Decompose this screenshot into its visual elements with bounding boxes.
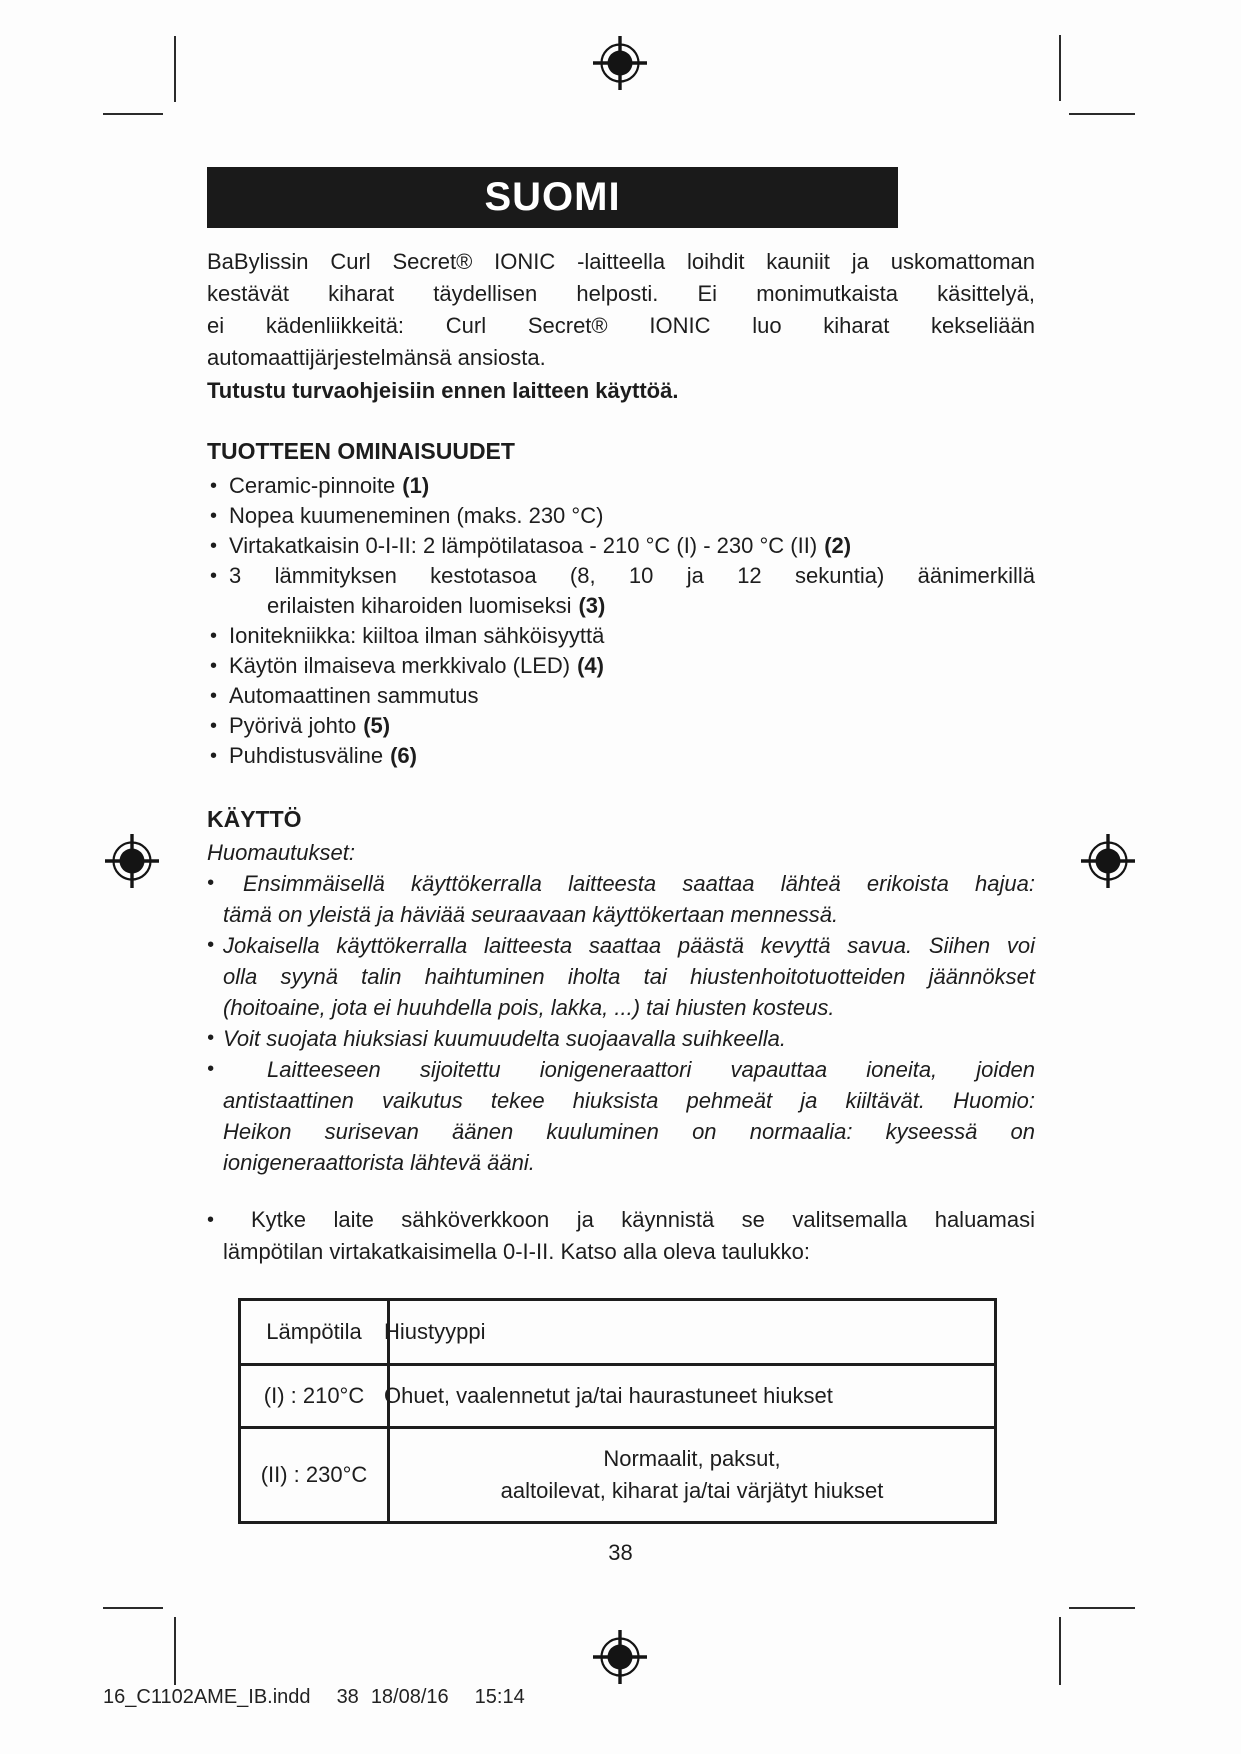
feature-item	[207, 681, 1035, 711]
instruction-line: lämpötilan virtakatkaisimella 0-I-II. Katso alla oleva taulukko:	[223, 1239, 810, 1264]
instruction-line: Kytke laite sähköverkkoon ja käynnistä se valitsemalla haluamasi	[251, 1207, 1035, 1232]
text-line: BaBylissin Curl Secret® IONIC -laitteella loihdit kauniit ja uskomattoman	[207, 249, 1035, 274]
text-line: kestävät kiharat täydellisen helposti. Ei monimutkaista käsittelyä,	[207, 281, 1035, 306]
table-row	[240, 1428, 996, 1523]
section-heading-usage: KÄYTTÖ	[207, 806, 302, 832]
section-heading-features: TUOTTEEN OMINAISUUDET	[207, 438, 515, 464]
crop-mark	[1069, 113, 1135, 115]
feature-text: Ceramic-pinnoite	[229, 473, 396, 498]
feature-item	[207, 651, 1035, 681]
hair-cell	[389, 1428, 996, 1523]
table-row	[240, 1365, 996, 1428]
content-column	[207, 167, 1035, 1524]
title-banner	[207, 167, 898, 228]
footer-line	[103, 1686, 525, 1709]
bullet-glyph: •	[207, 1209, 215, 1231]
note-line: Voit suojata hiuksiasi kuumuudelta suojaavalla suihkeella.	[223, 1026, 786, 1051]
feature-item	[207, 561, 1035, 621]
registration-mark-icon	[592, 1629, 648, 1685]
hair-cell-line: aaltoilevat, kiharat ja/tai värjätyt hiukset	[500, 1478, 884, 1503]
bullet-glyph: •	[210, 685, 218, 707]
notes-label: Huomautukset:	[207, 840, 355, 865]
table-header-row	[240, 1300, 996, 1365]
col-hairtype-header: Hiustyyppi	[389, 1300, 996, 1365]
notes-list	[207, 868, 1035, 1178]
feature-marker: (3)	[578, 593, 606, 618]
feature-text: 3 lämmityksen kestotasoa (8, 10 ja 12 sekuntia) äänimerkillä	[229, 563, 1035, 588]
hair-cell-line: Normaalit, paksut,	[603, 1446, 781, 1471]
feature-text: Ionitekniikka: kiiltoa ilman sähköisyyttä	[229, 623, 605, 648]
bullet-glyph: •	[210, 745, 218, 767]
crop-mark	[103, 113, 163, 115]
bullet-glyph: •	[210, 475, 218, 497]
feature-item	[207, 741, 1035, 771]
bullet-glyph: •	[210, 625, 218, 647]
feature-item	[207, 471, 1035, 501]
bullet-glyph: •	[207, 1058, 215, 1080]
text-line: ei kädenliikkeitä: Curl Secret® IONIC luo kiharat kekseliään	[207, 313, 1035, 338]
page-number: 38	[608, 1540, 633, 1565]
feature-item	[207, 711, 1035, 741]
feature-marker: (4)	[577, 653, 604, 678]
feature-text: Puhdistusväline	[229, 743, 384, 768]
page-title: SUOMI	[484, 175, 621, 219]
note-line: (hoitoaine, jota ei huuhdella pois, lakka, ...) tai hiusten kosteus.	[223, 995, 835, 1020]
note-line: Laitteeseen sijoitettu ionigeneraattori vapauttaa ioneita, joiden	[267, 1057, 1035, 1082]
note-line: antistaattinen vaikutus tekee hiuksista pehmeät ja kiiltävät. Huomio:	[223, 1088, 1035, 1113]
feature-item	[207, 501, 1035, 531]
crop-mark	[1059, 35, 1061, 101]
col-temperature-header: Lämpötila	[240, 1300, 389, 1365]
note-line: Ensimmäisellä käyttökerralla laitteesta saattaa lähteä erikoista hajua:	[243, 871, 1035, 896]
feature-marker: (6)	[390, 743, 417, 768]
note-line: ionigeneraattorista lähtevä ääni.	[223, 1150, 535, 1175]
note-line: olla syynä talin haihtuminen iholta tai hiustenhoitotuotteiden jäännökset	[223, 964, 1035, 989]
note-line: tämä on yleistä ja häviää seuraavaan käyttökertaan mennessä.	[223, 902, 839, 927]
note-item	[207, 930, 1035, 1023]
crop-mark	[1069, 1607, 1135, 1609]
feature-text: Pyörivä johto	[229, 713, 357, 738]
bullet-glyph: •	[210, 655, 218, 677]
temp-cell: (II) : 230°C	[240, 1428, 389, 1523]
feature-item	[207, 531, 1035, 561]
note-item	[207, 1023, 1035, 1054]
bullet-glyph: •	[210, 535, 218, 557]
crop-mark	[174, 1617, 176, 1685]
note-item	[207, 868, 1035, 930]
hair-cell: Ohuet, vaalennetut ja/tai haurastuneet hiukset	[389, 1365, 996, 1428]
intro-paragraph	[207, 246, 1035, 374]
safety-note: Tutustu turvaohjeisiin ennen laitteen käyttöä.	[207, 378, 679, 403]
feature-item	[207, 621, 1035, 651]
crop-mark	[1059, 1617, 1061, 1685]
bullet-glyph: •	[207, 1027, 215, 1049]
note-line: Heikon surisevan äänen kuuluminen on normaalia: kyseessä on	[223, 1119, 1035, 1144]
instruction-item	[207, 1204, 1035, 1268]
footer-file: 16_C1102AME_IB.indd	[103, 1686, 311, 1708]
feature-marker: (1)	[402, 473, 430, 498]
feature-text: Automaattinen sammutus	[229, 683, 479, 708]
features-list	[207, 471, 1035, 771]
feature-text: Käytön ilmaiseva merkkivalo (LED)	[229, 653, 571, 678]
crop-mark	[103, 1607, 163, 1609]
feature-marker: (5)	[363, 713, 391, 738]
footer-date: 18/08/16	[370, 1686, 449, 1708]
footer-time: 15:14	[474, 1686, 525, 1708]
usage-notes	[207, 837, 1035, 1178]
bullet-glyph: •	[207, 872, 215, 894]
note-item	[207, 1054, 1035, 1178]
bullet-glyph: •	[210, 715, 218, 737]
bullet-glyph: •	[207, 934, 215, 956]
footer-page: 38	[336, 1686, 359, 1708]
registration-mark-icon	[104, 833, 160, 889]
registration-mark-icon	[1080, 833, 1136, 889]
feature-text: Nopea kuumeneminen (maks. 230 °C)	[229, 503, 604, 528]
text-line: automaattijärjestelmänsä ansiosta.	[207, 345, 546, 370]
temperature-table	[238, 1298, 997, 1524]
bullet-glyph: •	[210, 565, 218, 587]
feature-text: Virtakatkaisin 0-I-II: 2 lämpötilatasoa - 210 °C (I) - 230 °C (II)	[229, 533, 818, 558]
registration-mark-icon	[592, 35, 648, 91]
bullet-glyph: •	[210, 505, 218, 527]
note-line: Jokaisella käyttökerralla laitteesta saattaa päästä kevyttä savua. Siihen voi	[223, 933, 1035, 958]
feature-marker: (2)	[824, 533, 852, 558]
crop-mark	[174, 36, 176, 102]
temp-cell: (I) : 210°C	[240, 1365, 389, 1428]
feature-text-continued: erilaisten kiharoiden luomiseksi (3)	[267, 593, 606, 618]
